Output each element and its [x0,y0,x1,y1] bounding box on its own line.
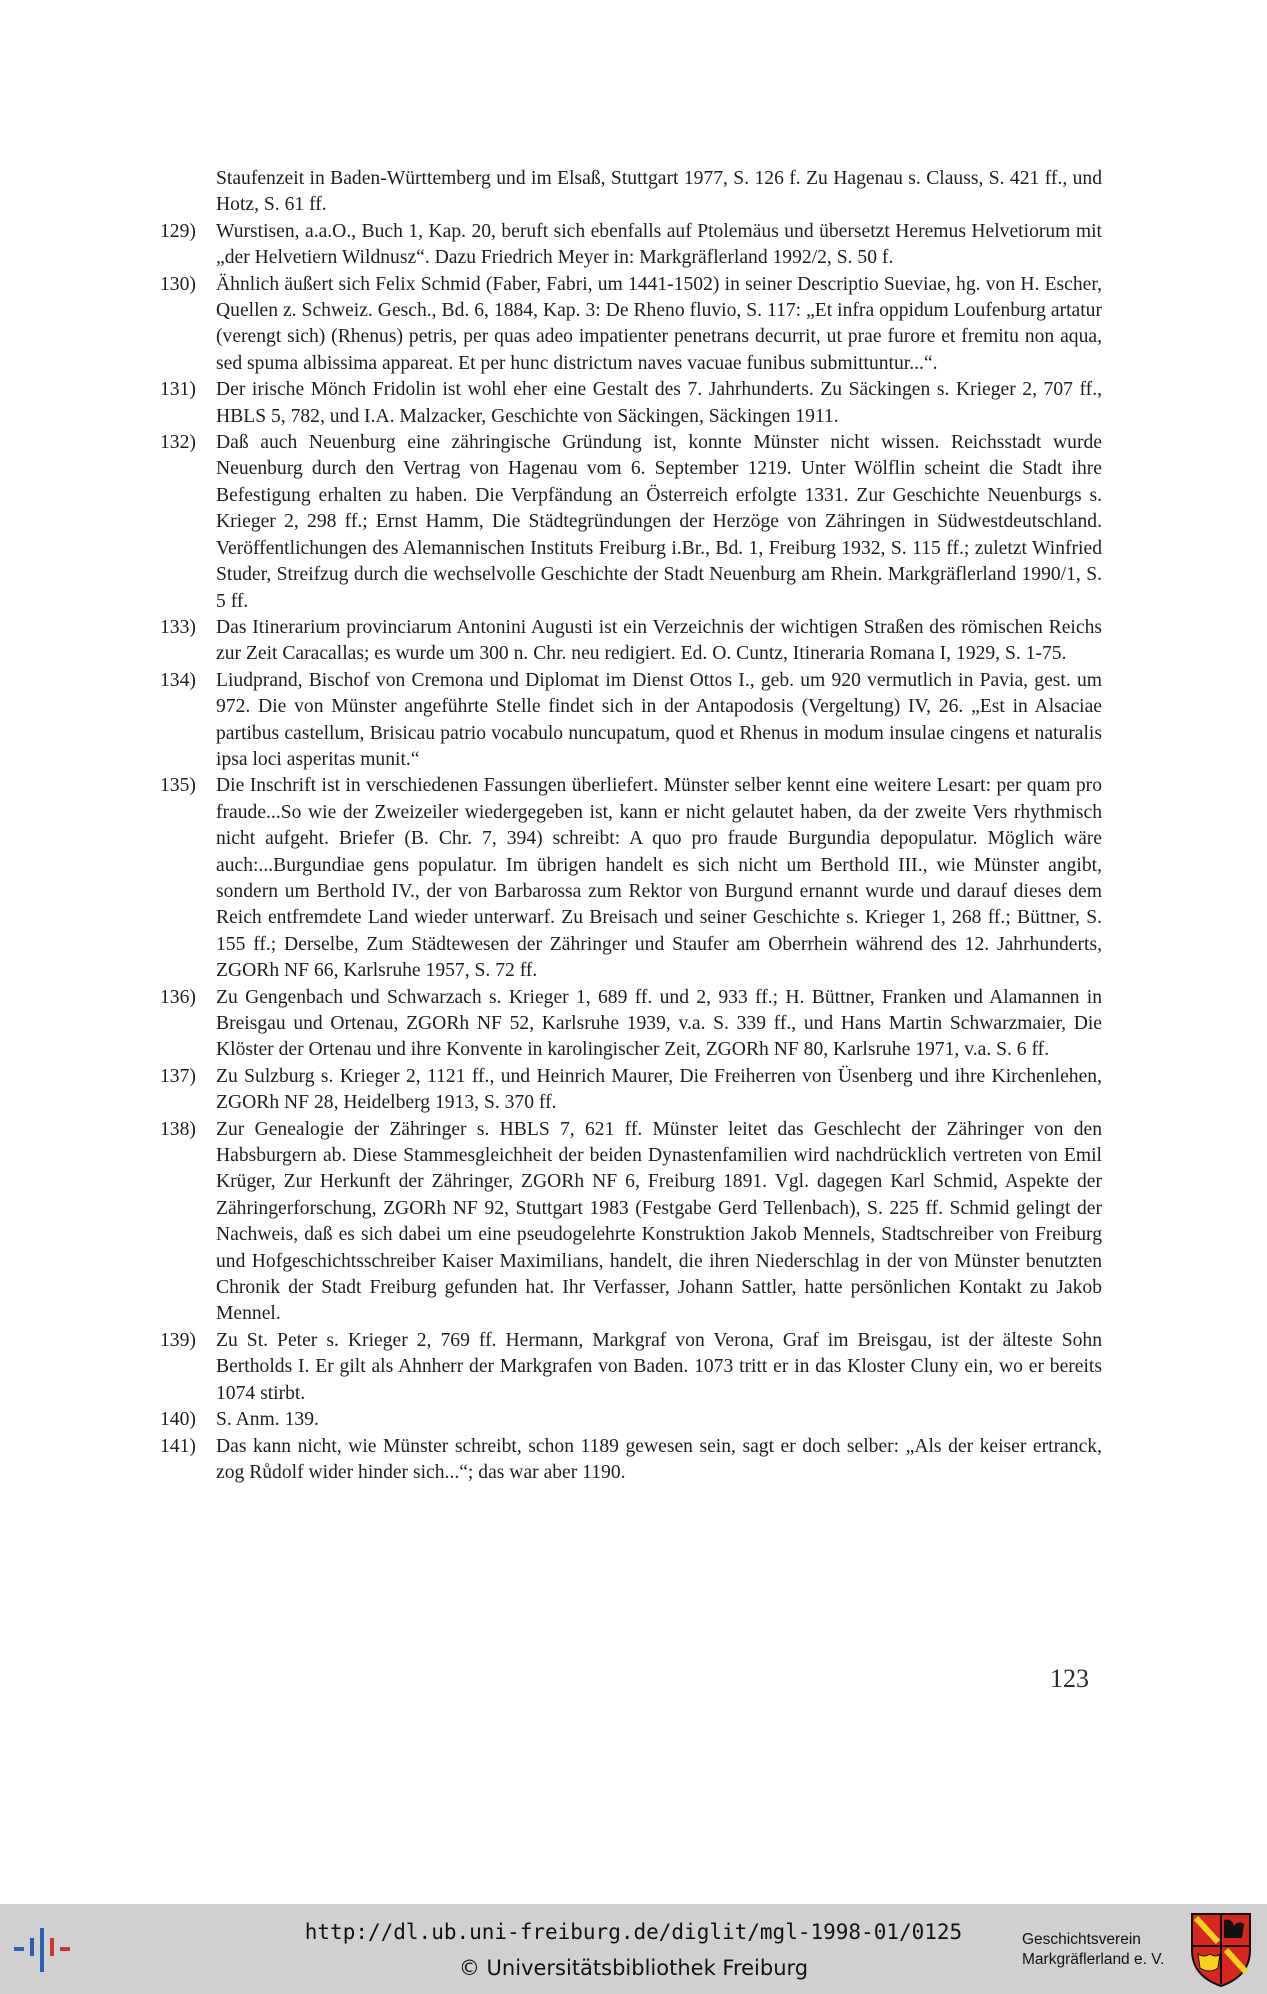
footnote-number: 135) [160,775,196,797]
footnote-number: 139) [160,1329,196,1351]
footnote-number: 138) [160,1118,196,1140]
footnote [160,430,1102,615]
footnote-text: Das Itinerarium provinciarum Antonini Augusti ist ein Verzeichnis der wichtigen Straßen des römischen Reichs zur Zeit Caracallas; es wurde um 300 n. Chr. neu redigiert. Ed. O. Cuntz, Itineraria Romana I, 1929, S. 1-75. [216,616,1102,665]
society-name-line1: Geschichtsverein [1022,1931,1141,1948]
footnote [160,1407,1102,1433]
footnote-number: 136) [160,986,196,1008]
footnote-text: Die Inschrift ist in verschiedenen Fassungen überliefert. Münster selber kennt eine weitere Lesart: per quam pro fraude...So wie der Zweizeiler wiedergegeben ist, kann er nicht gelautet haben, da der zweite Vers rhythmisch nicht aufgeht. Briefer (B. Chr. 7, 394) schreibt: A quo pro fraude Burgundia depopulatur. Möglich wäre auch:...Burgundiae gens populatur. Im übrigen handelt es sich nicht um Berthold III., wie Münster angibt, sondern um Berthold IV., der von Barbarossa zum Rektor von Burgund ernannt wurde und darauf dieses dem Reich entfremdete Land wieder unterwarf. Zu Breisach und seiner Geschichte s. Krieger 1, 268 ff.; Büttner, S. 155 ff.; Derselbe, Zum Städtewesen der Zähringer und Staufer am Oberrhein während des 12. Jahrhunderts, ZGORh NF 66, Karlsruhe 1957, S. 72 ff. [216,775,1102,982]
footnote-text: Zu Sulzburg s. Krieger 2, 1121 ff., und Heinrich Maurer, Die Freiherren von Üsenberg und ihre Kirchenlehen, ZGORh NF 28, Heidelberg 1913, S. 370 ff. [216,1065,1102,1114]
footnote-number: 137) [160,1065,196,1087]
footnote-number: 131) [160,379,196,401]
footnote-text: Zur Genealogie der Zähringer s. HBLS 7, 621 ff. Münster leitet das Geschlecht der Zähringer von den Habsburgern ab. Diese Stammesgleichheit der beiden Dynastenfamilien wird nachdrücklich vertreten von Emil Krüger, Zur Herkunft der Zähringer, ZGORh NF 6, Freiburg 1891. Vgl. dagegen Karl Schmid, Aspekte der Zähringerforschung, ZGORh NF 92, Stuttgart 1983 (Festgabe Gerd Tellenbach), S. 225 ff. Schmid gelingt der Nachweis, daß es sich dabei um eine pseudogelehrte Konstruktion Jakob Mennels, Stadtschreiber von Freiburg und Hofgeschichtsschreiber Kaiser Maximilians, handelt, die ihren Niederschlag in der von Münster benutzten Chronik der Stadt Freiburg gefunden hat. Ihr Verfasser, Johann Sattler, hatte persönlichen Kontakt zu Jakob Mennel. [216,1118,1102,1325]
footnote-number: 132) [160,432,196,454]
footnote [160,1328,1102,1407]
footnote-number: 141) [160,1435,196,1457]
footnote-text: Der irische Mönch Fridolin ist wohl eher eine Gestalt des 7. Jahrhunderts. Zu Säckingen s. Krieger 2, 707 ff., HBLS 5, 782, und I.A. Malzacker, Geschichte von Säckingen, Säckingen 1911. [216,379,1102,427]
footnote-text: Zu St. Peter s. Krieger 2, 769 ff. Hermann, Markgraf von Verona, Graf im Breisgau, ist der älteste Sohn Bertholds I. Er gilt als Ahnherr der Markgrafen von Baden. 1073 tritt er in das Kloster Cluny ein, wo er bereits 1074 stirbt. [216,1329,1102,1404]
footnote-continuation: Staufenzeit in Baden-Württemberg und im Elsaß, Stuttgart 1977, S. 126 f. Zu Hagenau s. Clauss, S. 421 ff., und Hotz, S. 61 ff. [216,168,1102,216]
footnote-number: 130) [160,273,196,295]
coat-of-arms-icon [1188,1910,1254,1988]
footnote-number: 133) [160,616,196,638]
footnote-text: S. Anm. 139. [216,1409,319,1431]
footnote-text: Liudprand, Bischof von Cremona und Diplomat im Dienst Ottos I., geb. um 920 vermutlich in Pavia, gest. um 972. Die von Münster angeführte Stelle findet sich in der Antapodosis (Vergeltung) IV, 26. „Est in Alsaciae partibus castellum, Brisicau patrio vocabulo nuncupatum, quod et Rhenus in modum insulae cingens et naturalis ipsa loci asperitas munit.“ [216,669,1102,770]
footnote-text: Das kann nicht, wie Münster schreibt, schon 1189 gewesen sein, sagt er doch selber: „Als der keiser ertranck, zog Růdolf wider hinder sich...“; das war aber 1190. [216,1435,1102,1483]
footnote-text: Wurstisen, a.a.O., Buch 1, Kap. 20, beruft sich ebenfalls auf Ptolemäus und übersetzt Heremus Helvetiorum mit „der Helvetiern Wildnusz“. Dazu Friedrich Meyer in: Markgräflerland 1992/2, S. 50 f. [216,220,1102,269]
footnote-list [160,219,1102,1487]
footnote-number: 140) [160,1409,196,1431]
footnote [160,377,1102,430]
footnote-text: Ähnlich äußert sich Felix Schmid (Faber, Fabri, um 1441-1502) in seiner Descriptio Sueviae, hg. von H. Escher, Quellen z. Schweiz. Gesch., Bd. 6, 1884, Kap. 3: De Rheno fluvio, S. 117: „Et infra oppidum Loufenburg artatur (verengt sich) (Rhenus) petris, per quas adeo impatienter penetrans decurrit, ut prae furore et fremitu non aqua, sed spuma albissima appareat. Et per hunc districtum naves vacuae funibus submittuntur...“. [216,273,1102,374]
document-url-link[interactable]: http://dl.ub.uni-freiburg.de/diglit/mgl-1998-01/0125 [304,1920,963,1944]
page-number: 123 [1050,1664,1089,1693]
footnote [160,773,1102,984]
footnote [160,1064,1102,1117]
footnote-text: Zu Gengenbach und Schwarzach s. Krieger 1, 689 ff. und 2, 933 ff.; H. Büttner, Franken und Alamannen in Breisgau und Ortenau, ZGORh NF 52, Karlsruhe 1939, v.a. S. 339 ff., und Hans Martin Schwarzmaier, Die Klöster der Ortenau und ihre Konvente in karolingischer Zeit, ZGORh NF 80, Karlsruhe 1971, v.a. S. 6 ff. [216,986,1102,1061]
footnote-number: 129) [160,220,196,242]
footer-bar [0,1904,1267,1994]
footnote [160,272,1102,378]
footnote [160,668,1102,774]
copyright-notice: © Universitätsbibliothek Freiburg [458,1956,809,1980]
footnote [160,985,1102,1064]
footnote-text: Daß auch Neuenburg eine zähringische Gründung ist, konnte Münster nicht wissen. Reichsstadt wurde Neuenburg durch den Vertrag von Hagenau vom 6. September 1219. Unter Wölflin scheint die Stadt ihre Befestigung erhalten zu haben. Die Verpfändung an Österreich erfolgte 1331. Zur Geschichte Neuenburgs s. Krieger 2, 298 ff.; Ernst Hamm, Die Städtegründungen der Herzöge von Zähringen in Südwestdeutschland. Veröffentlichungen des Alemannischen Instituts Freiburg i.Br., Bd. 1, Freiburg 1932, S. 115 ff.; zuletzt Winfried Studer, Streifzug durch die wechselvolle Geschichte der Stadt Neuenburg am Rhein. Markgräflerland 1990/1, S. 5 ff. [216,432,1102,612]
footnotes [160,166,1102,1486]
footnote [160,1434,1102,1487]
society-name [1022,1930,1182,1970]
footnote [160,615,1102,668]
footnote [160,219,1102,272]
footnote-number: 134) [160,669,196,691]
footnote [160,1117,1102,1328]
society-name-line2: Markgräflerland e. V. [1022,1951,1165,1968]
